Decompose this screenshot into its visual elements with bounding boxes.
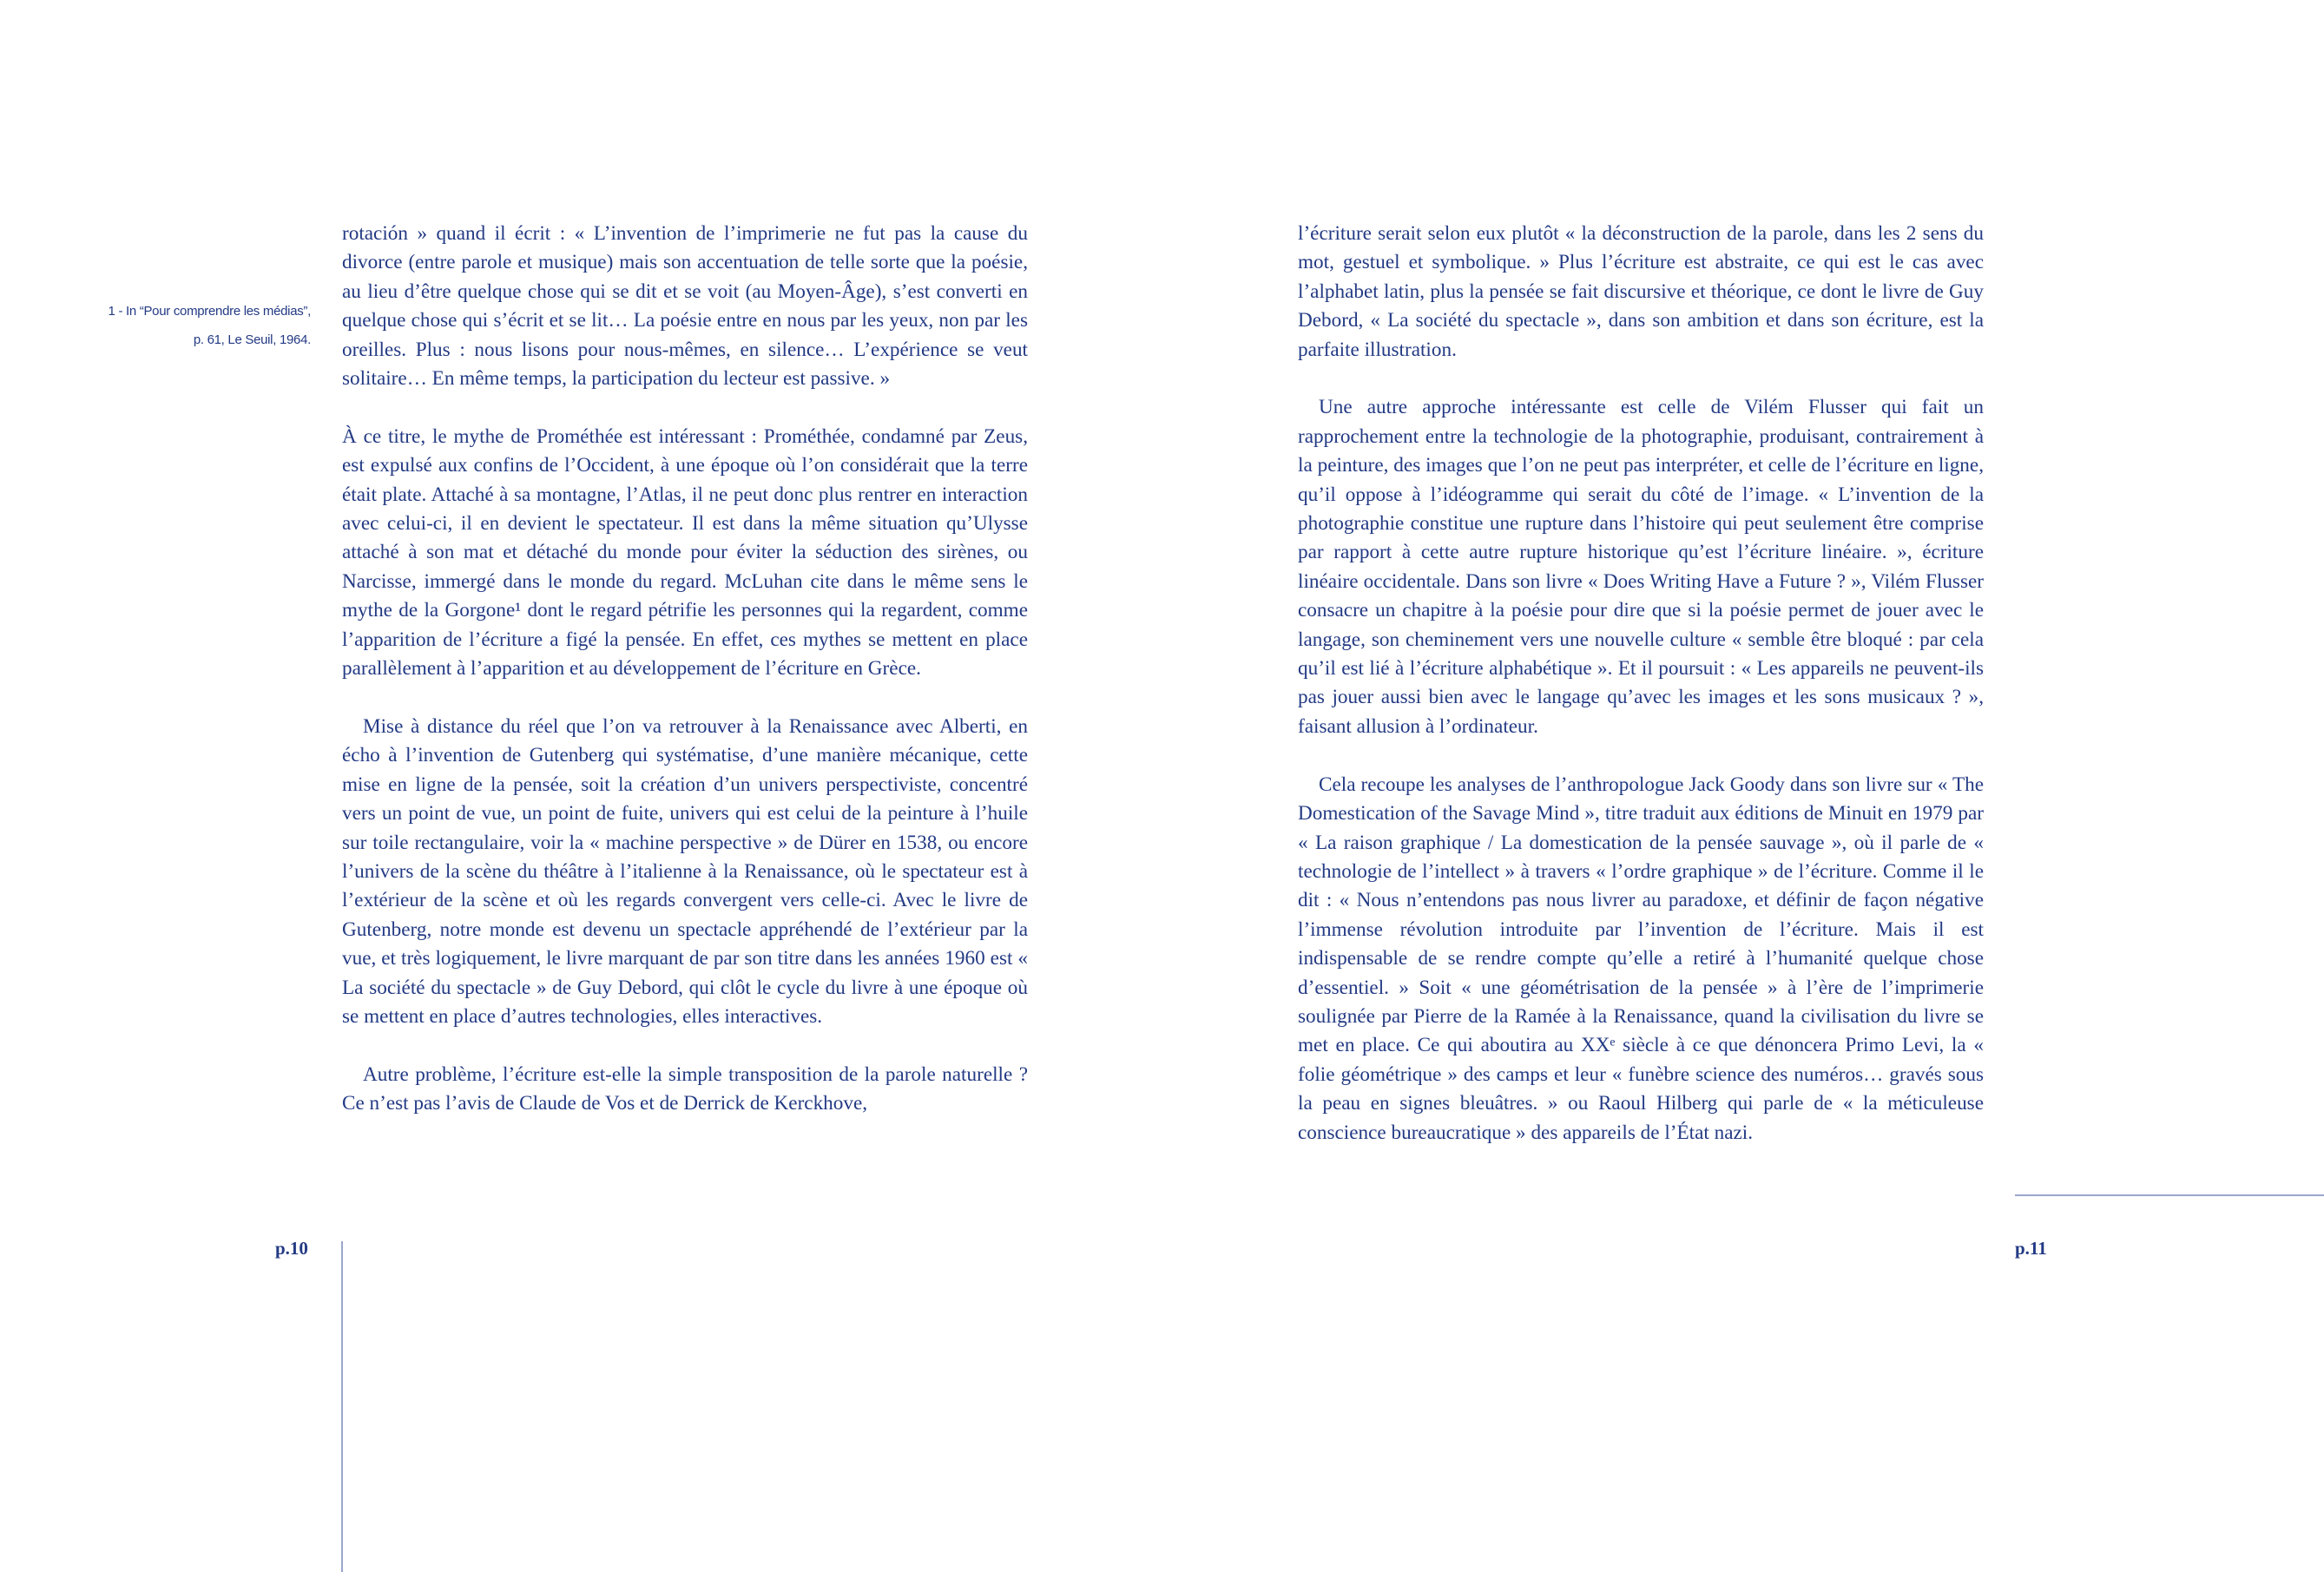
left-paragraph-2: À ce titre, le mythe de Prométhée est intéressant : Prométhée, condamné par Zeus, est expulsé aux confins de l’Occident, à une époque où l’on considérait que la terre était plate. Attaché à sa montagne, l’Atlas, il ne peut donc plus rentrer en interaction avec celui-ci, il en devient le spectateur. Il est dans la même situation qu’Ulysse attaché à son mat et détaché du monde pour éviter la séduction des sirènes, ou Narcisse, immergé dans le monde du regard. McLuhan cite dans le même sens le mythe de la Gorgone¹ dont le regard pétrifie les personnes qui la regardent, comme l’apparition de l’écriture a figé la pensée. En effet, ces mythes se mettent en place parallèlement à l’apparition et au développement de l’écriture en Grèce.: [342, 424, 1028, 681]
page-number-left: p.10: [275, 1238, 308, 1259]
left-page-text: [342, 220, 1028, 1148]
footnote: [52, 297, 311, 354]
right-paragraph-3: Cela recoupe les analyses de l’anthropologue Jack Goody dans son livre sur « The Domestication of the Savage Mind », titre traduit aux éditions de Minuit en 1979 par « La raison graphique / La domestication de la pensée sauvage », où il parle de « technologie de l’intellect » à travers « l’ordre graphique » de l’écriture. Comme il le dit : « Nous n’entendons pas nous livrer au paradoxe, et définir de façon négative l’immense révolution introduite par l’invention de l’écriture. Mais il est indispensable de se rendre compte qu’elle a retiré à l’humanité quelque chose d’essentiel. » Soit « une géométrisation de la pensée » à l’ère de l’imprimerie soulignée par Pierre de la Ramée à la Renaissance, quand la civilisation du livre se met en place. Ce qui aboutira au XXᵉ siècle à ce que dénoncera Primo Levi, la « folie géométrique » des camps et leur « funèbre science des numéros… gravés sous la peau en signes bleuâtres. » ou Raoul Hilberg qui parle de « la méticuleuse conscience bureaucratique » des appareils de l’État nazi.: [1298, 773, 1984, 1144]
right-paragraph-2: Une autre approche intéressante est celle de Vilém Flusser qui fait un rapprochement entre la technologie de la photographie, produisant, contrairement à la peinture, des images que l’on ne peut pas interpréter, et celle de l’écriture en ligne, qu’il oppose à l’idéogramme qui serait du côté de l’image. « L’invention de la photographie constitue une rupture dans l’histoire qui peut seulement être comprise par rapport à cette autre rupture historique qu’est l’écriture linéaire. », écriture linéaire occidentale. Dans son livre « Does Writing Have a Future ? », Vilém Flusser consacre un chapitre à la poésie pour dire que si la poésie permet de jouer avec le langage, son cheminement vers une nouvelle culture « semble être bloqué : par cela qu’il est lié à l’écriture alphabétique ». Et il poursuit : « Les appareils ne peuvent-ils pas jouer aussi bien avec le langage qu’avec les images et les sons musicaux ? », faisant allusion à l’ordinateur.: [1298, 396, 1984, 738]
page-number-right: p.11: [2015, 1238, 2047, 1259]
left-paragraph-4: Autre problème, l’écriture est-elle la simple transposition de la parole naturelle ? Ce n’est pas l’avis de Claude de Vos et de Derrick de Kerckhove,: [342, 1062, 1028, 1115]
footnote-line-1: 1 - In “Pour comprendre les médias”,: [108, 304, 311, 319]
right-page-text: [1298, 220, 1984, 1176]
left-paragraph-1: rotación » quand il écrit : « L’invention de l’imprimerie ne fut pas la cause du divorce (entre parole et musique) mais son accentuation de telle sorte que la poésie, au lieu d’être quelque chose qui se dit et se voit (au Moyen-Âge), s’est converti en quelque chose qui s’écrit et se lit… La poésie entre en nous par les yeux, non par les oreilles. Plus : nous lisons pour nous-mêmes, en silence… L’expérience se veut solitaire… En même temps, la participation du lecteur est passive. »: [342, 222, 1028, 391]
vertical-rule: [341, 1241, 343, 1572]
horizontal-rule: [2015, 1194, 2324, 1196]
right-paragraph-1: l’écriture serait selon eux plutôt « la déconstruction de la parole, dans les 2 sens du mot, gestuel et symbolique. » Plus l’écriture est abstraite, ce qui est le cas avec l’alphabet latin, plus la pensée se fait discursive et théorique, ce dont le livre de Guy Debord, « La société du spectacle », dans son ambition et dans son écriture, est la parfaite illustration.: [1298, 222, 1984, 361]
footnote-line-2: p. 61, Le Seuil, 1964.: [193, 332, 311, 347]
left-paragraph-3: Mise à distance du réel que l’on va retrouver à la Renaissance avec Alberti, en écho à l’invention de Gutenberg qui systématise, d’une manière mécanique, cette mise en ligne de la pensée, soit la création d’un univers perspectiviste, concentré vers un point de vue, un point de fuite, univers qui est celui de la peinture à l’huile sur toile rectangulaire, voir la « machine perspective » de Dürer en 1538, ou encore l’univers de la scène du théâtre à l’italienne à la Renaissance, où le spectateur est à l’extérieur de la scène et où les regards convergent vers celle-ci. Avec le livre de Gutenberg, notre monde est devenu un spectacle appréhendé de l’extérieur par la vue, et très logiquement, le livre marquant de par son titre dans les années 1960 est « La société du spectacle » de Guy Debord, qui clôt le cycle du livre à une époque où se mettent en place d’autres technologies, elles interactives.: [342, 714, 1028, 1028]
